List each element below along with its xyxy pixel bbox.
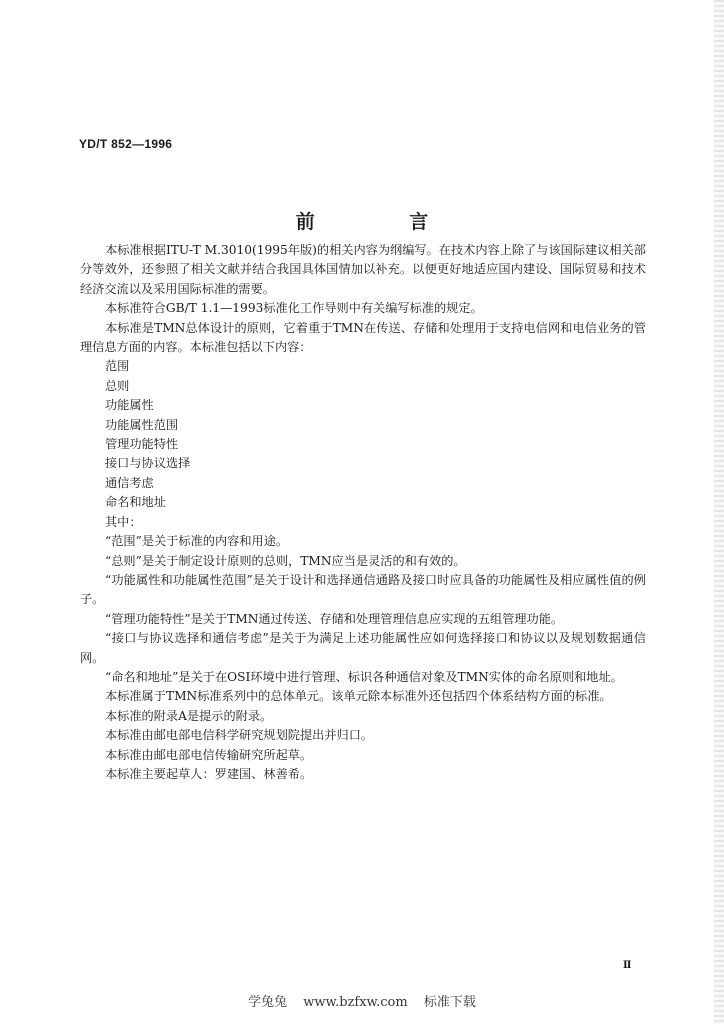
body-paragraph: 本标准的附录A是提示的附录。	[105, 708, 273, 723]
body-paragraph: “功能属性和功能属性范围”是关于设计和选择通信通路及接口时应具备的功能属性及相应属性值的例子。	[80, 572, 646, 607]
footer-site-name: 学兔兔	[248, 995, 288, 1010]
document-body	[80, 241, 646, 784]
body-paragraph: “总则”是关于制定设计原则的总则，TMN应当是灵活的和有效的。	[105, 553, 466, 568]
list-item: 接口与协议选择	[105, 456, 191, 471]
body-paragraph: “接口与协议选择和通信考虑”是关于为满足上述功能属性应如何选择接口和协议以及规划数据通信网。	[80, 631, 646, 665]
body-paragraph: 其中：	[105, 514, 142, 529]
list-item: 功能属性范围	[105, 417, 179, 432]
list-item: 功能属性	[105, 398, 154, 413]
body-paragraph: “范围”是关于标准的内容和用途。	[105, 534, 289, 549]
body-paragraph: “管理功能特性”是关于TMN通过传送、存储和处理管理信息应实现的五组管理功能。	[105, 611, 564, 626]
list-item: 命名和地址	[105, 495, 166, 510]
scan-edge-decoration	[714, 0, 724, 1024]
body-paragraph: 本标准根据ITU-T M.3010(1995年版)的相关内容为纲编写。在技术内容上除了与该国际建议相关部分等效外，还参照了相关文献并结合我国具体国情加以补充。以便更好地适应国内建设、国际贸易和技术经济交流以及采用国际标准的需要。	[80, 243, 646, 296]
body-paragraph: 本标准由邮电部电信传输研究所起草。	[105, 747, 313, 762]
footer-watermark	[0, 991, 724, 1010]
list-item: 管理功能特性	[105, 437, 179, 452]
list-item: 总则	[105, 378, 130, 393]
page-title: 前 言	[295, 211, 473, 233]
footer-slogan: 标准下载	[423, 995, 476, 1010]
body-paragraph: “命名和地址”是关于在OSI环境中进行管理、标识各种通信对象及TMN实体的命名原则和地址。	[105, 669, 623, 684]
list-item: 通信考虑	[105, 475, 154, 490]
body-paragraph: 本标准主要起草人：罗建国、林善希。	[105, 766, 313, 781]
list-item: 范围	[105, 359, 130, 374]
page-number: Ⅱ	[623, 960, 632, 971]
document-code: YD/T 852—1996	[79, 137, 173, 151]
body-paragraph: 本标准属于TMN标准系列中的总体单元。该单元除本标准外还包括四个体系结构方面的标准。	[105, 689, 612, 704]
body-paragraph: 本标准符合GB/T 1.1—1993标准化工作导则中有关编写标准的规定。	[105, 301, 483, 316]
body-paragraph: 本标准是TMN总体设计的原则，它着重于TMN在传送、存储和处理用于支持电信网和电信业务的管理信息方面的内容。本标准包括以下内容：	[80, 320, 646, 355]
footer-url[interactable]: www.bzfxw.com	[303, 995, 408, 1010]
body-paragraph: 本标准由邮电部电信科学研究规划院提出并归口。	[105, 728, 374, 743]
